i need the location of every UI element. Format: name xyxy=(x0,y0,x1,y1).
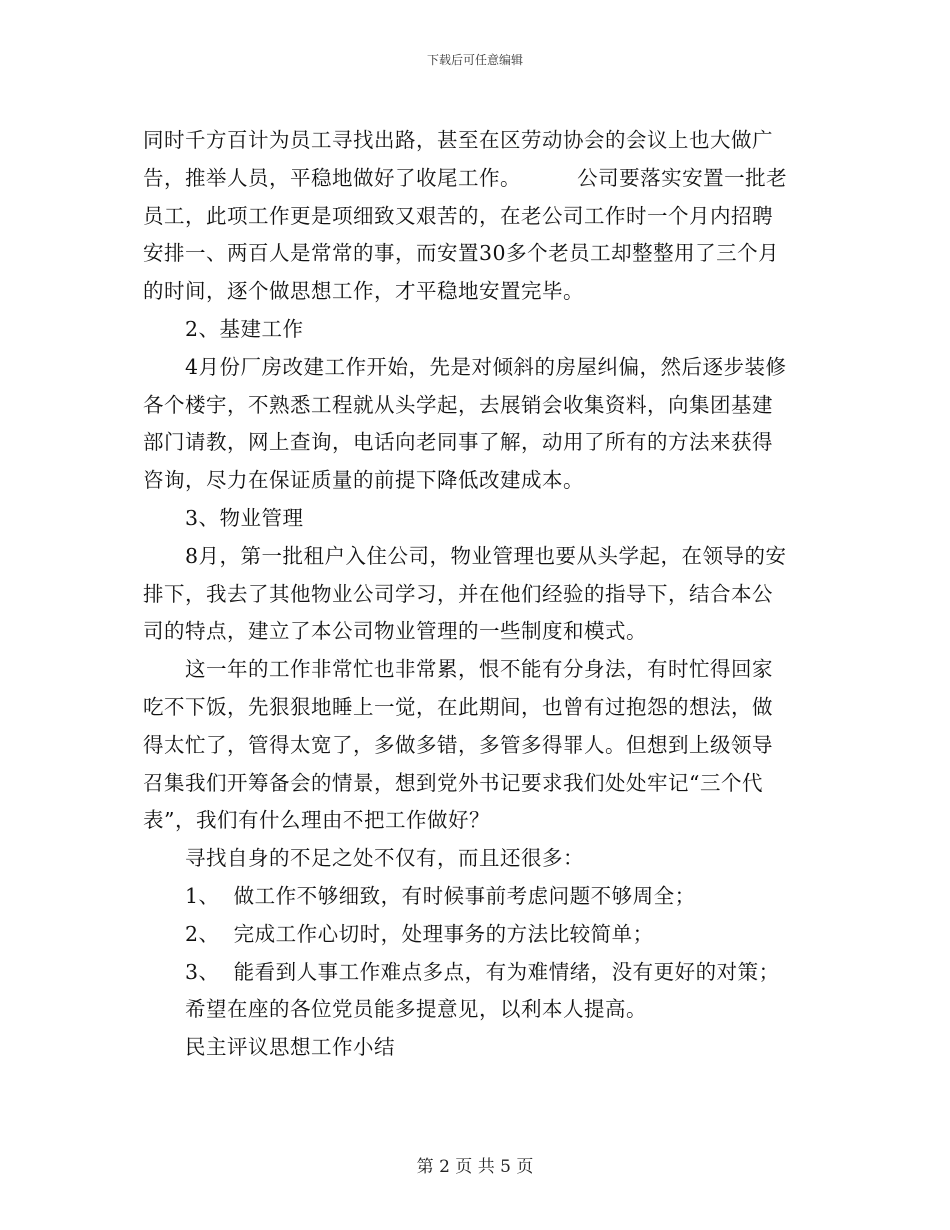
text-line: 安排一、两百人是常常的事，而安置30多个老员工却整整用了三个月 xyxy=(143,241,780,266)
page-header: 下载后可任意编辑 xyxy=(426,53,523,67)
text-line: 寻找自身的不足之处不仅有，而且还很多： xyxy=(185,846,584,871)
text-line: 3、 能看到人事工作难点多点，有为难情绪，没有更好的对策； xyxy=(185,959,780,984)
text-line: 告，推举人员，平稳地做好了收尾工作。 公司要落实安置一批老 xyxy=(143,165,788,190)
page-footer xyxy=(0,1156,950,1178)
text-line: 得太忙了，管得太宽了，多做多错，多管多得罪人。但想到上级领导 xyxy=(143,732,773,757)
text-line: 司的特点，建立了本公司物业管理的一些制度和模式。 xyxy=(143,619,647,644)
text-line: 咨询，尽力在保证质量的前提下降低改建成本。 xyxy=(143,468,584,493)
text-line: 的时间，逐个做思想工作，才平稳地安置完毕。 xyxy=(143,279,584,304)
text-line: 1、 做工作不够细致，有时候事前考虑问题不够周全； xyxy=(185,883,696,908)
text-line: 各个楼宇，不熟悉工程就从头学起，去展销会收集资料，向集团基建 xyxy=(143,392,773,417)
text-line: 民主评议思想工作小结 xyxy=(185,1035,395,1060)
text-line: 同时千方百计为员工寻找出路，甚至在区劳动协会的会议上也大做广 xyxy=(143,128,773,152)
text-line: 希望在座的各位党员能多提意见，以利本人提高。 xyxy=(185,997,647,1022)
text-line: 3、物业管理 xyxy=(185,505,304,530)
text-line: 排下，我去了其他物业公司学习，并在他们经验的指导下，结合本公 xyxy=(143,581,773,606)
text-line: 2、 完成工作心切时，处理事务的方法比较简单； xyxy=(185,921,654,946)
text-line: 员工，此项工作更是项细致又艰苦的，在老公司工作时一个月内招聘 xyxy=(143,203,773,228)
text-line: 表”，我们有什么理由不把工作做好？ xyxy=(143,808,490,833)
text-line: 部门请教，网上查询，电话向老同事了解，动用了所有的方法来获得 xyxy=(143,430,773,455)
text-line: 4月份厂房改建工作开始，先是对倾斜的房屋纠偏，然后逐步装修 xyxy=(185,354,787,379)
text-line: 8月，第一批租户入住公司，物业管理也要从头学起，在领导的安 xyxy=(185,543,787,568)
text-line: 召集我们开筹备会的情景，想到党外书记要求我们处处牢记“三个代 xyxy=(143,770,763,795)
text-line: 这一年的工作非常忙也非常累，恨不能有分身法，有时忙得回家 xyxy=(185,657,773,682)
text-line: 2、基建工作 xyxy=(185,316,304,341)
page-number-label: 第 2 页 共 5 页 xyxy=(416,1157,534,1177)
document-body xyxy=(143,122,813,1067)
text-line: 吃不下饭，先狠狠地睡上一觉，在此期间，也曾有过抱怨的想法，做 xyxy=(143,694,773,719)
